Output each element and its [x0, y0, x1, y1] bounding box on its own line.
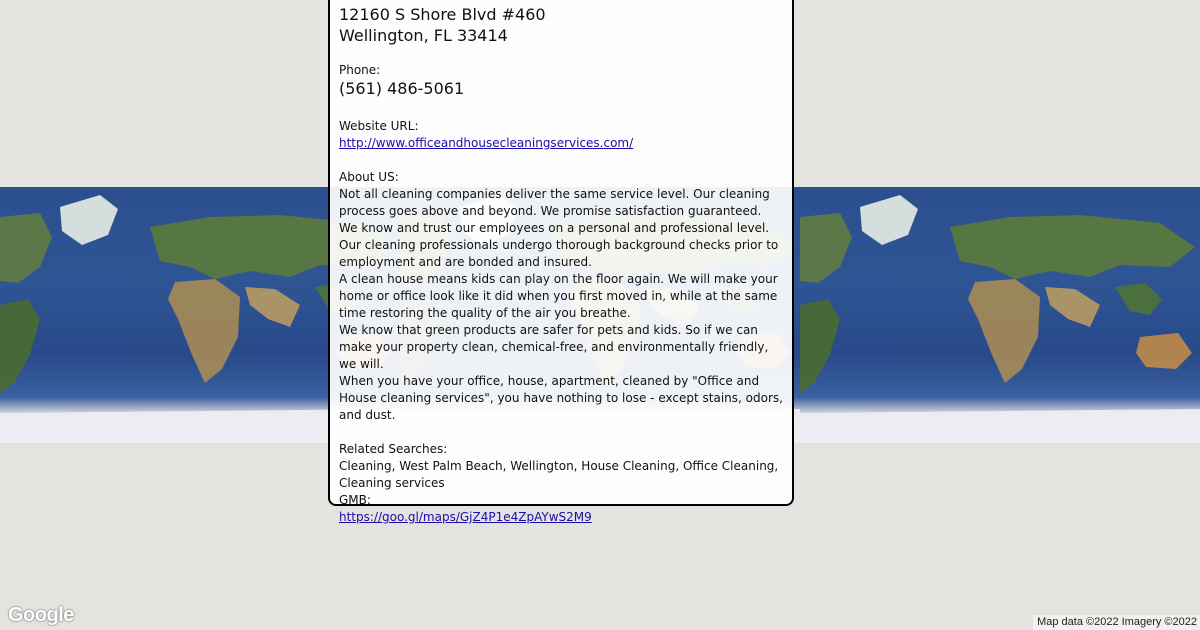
- google-logo[interactable]: Google: [8, 604, 74, 626]
- southeast-asia-shape: [1115, 283, 1162, 315]
- south-asia-shape: [1045, 287, 1100, 327]
- australia-shape: [1136, 333, 1192, 369]
- south-america-shape: [800, 299, 840, 393]
- north-america-shape: [0, 213, 52, 283]
- address-line-2: Wellington, FL 33414: [339, 26, 508, 45]
- about-paragraph: A clean house means kids can play on the floor again. We will make your home or office look like it did when you first moved in, while at the same time restoring the quality of the air you breathe.: [339, 272, 778, 320]
- greenland-shape: [60, 195, 118, 245]
- phone-number: (561) 486-5061: [339, 79, 465, 98]
- world-map-svg: [800, 187, 1200, 443]
- south-america-shape: [0, 299, 40, 393]
- address-line-1: 12160 S Shore Blvd #460: [339, 5, 546, 24]
- world-tile[interactable]: [800, 187, 1200, 443]
- gmb-link[interactable]: https://goo.gl/maps/GjZ4P1e4ZpAYwS2M9: [339, 510, 592, 524]
- africa-shape: [968, 279, 1040, 383]
- antarctica-shape: [800, 409, 1200, 443]
- map-attribution: Map data ©2022 Imagery ©2022: [1033, 615, 1200, 630]
- south-asia-shape: [245, 287, 300, 327]
- related-searches-text: Cleaning, West Palm Beach, Wellington, House Cleaning, Office Cleaning, Cleaning services: [339, 459, 779, 490]
- business-info-card: [328, 0, 794, 524]
- related-searches-label: Related Searches:: [339, 442, 448, 456]
- africa-shape: [168, 279, 240, 383]
- about-paragraph: Not all cleaning companies deliver the same service level. Our cleaning process goes above and beyond. We promise satisfaction guaranteed.: [339, 187, 770, 218]
- about-paragraph: When you have your office, house, apartment, cleaned by "Office and House cleaning services", you have nothing to lose - except stains, odors, and dust.: [339, 374, 783, 422]
- website-label: Website URL:: [339, 119, 419, 133]
- about-paragraph: We know that green products are safer for pets and kids. So if we can make your property clean, chemical-free, and environmentally friendly, we will.: [339, 323, 769, 371]
- eurasia-shape: [950, 215, 1195, 279]
- gmb-label: GMB:: [339, 493, 371, 507]
- about-label: About US:: [339, 170, 399, 184]
- about-paragraph: We know and trust our employees on a personal and professional level. Our cleaning professionals undergo thorough background checks prior to employment and are bonded and insured.: [339, 221, 779, 269]
- greenland-shape: [860, 195, 918, 245]
- phone-label: Phone:: [339, 63, 381, 77]
- north-america-shape: [800, 213, 852, 283]
- website-link[interactable]: http://www.officeandhousecleaningservices.com/: [339, 136, 634, 150]
